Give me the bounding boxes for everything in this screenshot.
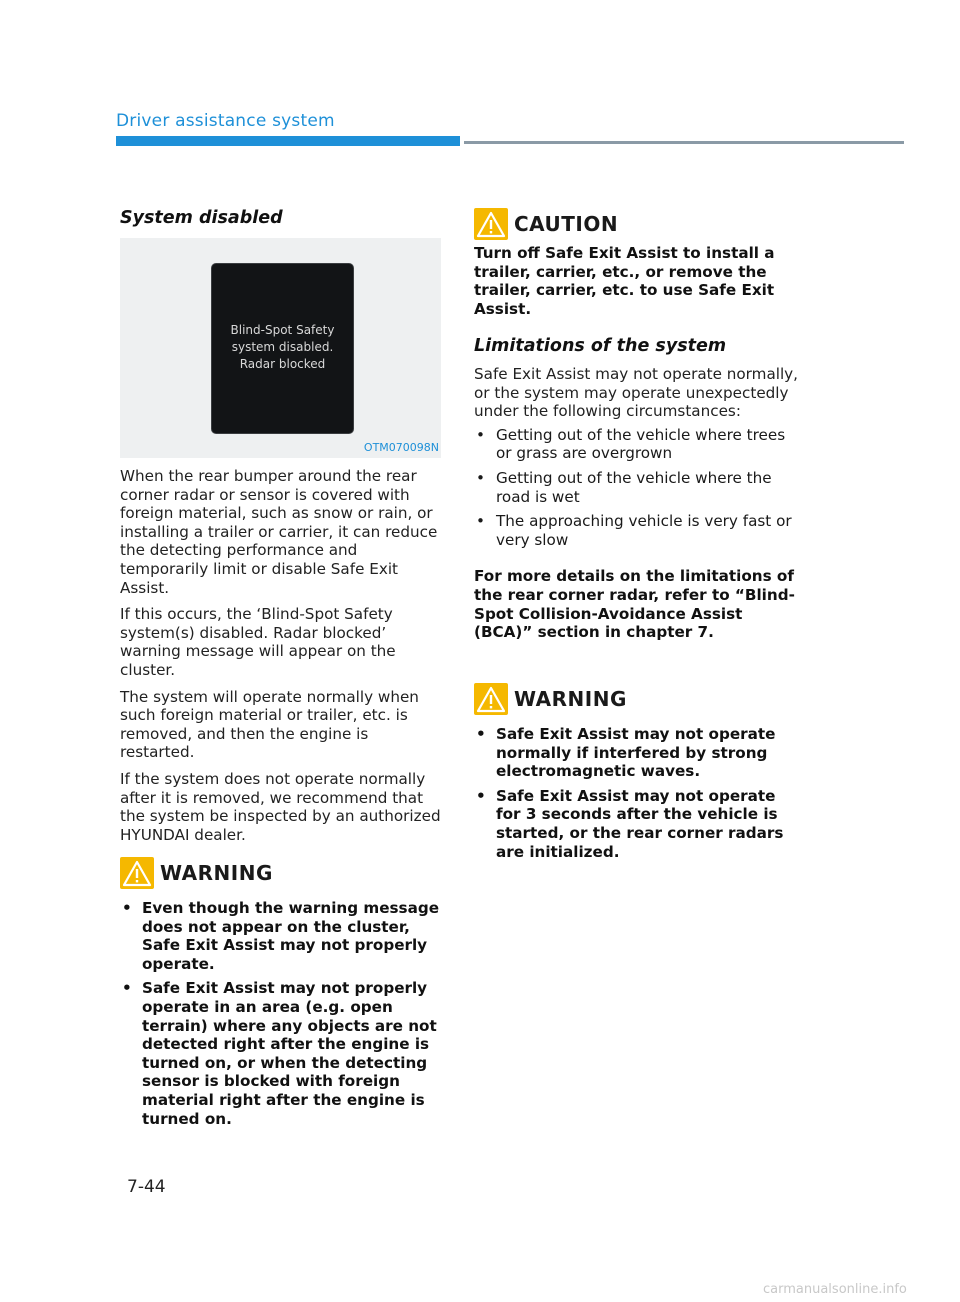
page-number: 7-44 bbox=[127, 1177, 166, 1197]
caution-title: CAUTION bbox=[514, 212, 619, 236]
figure-code: OTM070098N bbox=[363, 441, 439, 454]
paragraph: If this occurs, the ‘Blind-Spot Safety system(s) disabled. Radar blocked’ warning message will appear on the cluster. bbox=[120, 605, 396, 679]
display-line: Blind-Spot Safety bbox=[230, 323, 335, 337]
warning-title: WARNING bbox=[160, 861, 273, 885]
caution-header bbox=[474, 208, 804, 240]
limitations-note: For more details on the limitations of the rear corner radar, refer to “Blind-Spot Collision-Avoidance Assist (BCA)” section in chapter 7. bbox=[474, 567, 795, 642]
paragraph: The system will operate normally when such foreign material or trailer, etc. is removed, and then the engine is restarted. bbox=[120, 687, 419, 762]
paragraph: When the rear bumper around the rear corner radar or sensor is covered with foreign material, such as snow or rain, or installing a trailer or carrier, it can reduce the detecting performance and temporarily limit or disable Safe Exit Assist. bbox=[120, 467, 438, 597]
watermark: carmanualsonline.info bbox=[763, 1282, 907, 1297]
warning-box-right bbox=[474, 683, 804, 867]
section-heading-limitations: Limitations of the system bbox=[474, 336, 727, 356]
caution-text: Turn off Safe Exit Assist to install a trailer, carrier, etc., or remove the trailer, carrier, etc. to use Safe Exit Assist. bbox=[474, 244, 775, 318]
limitations-intro: Safe Exit Assist may not operate normally, or the system may operate unexpectedly under the following circumstances: bbox=[474, 365, 799, 421]
list-item: • Safe Exit Assist may not operate normally if interfered by strong electromagnetic waves. bbox=[474, 725, 804, 781]
limitations-list bbox=[474, 426, 804, 550]
left-text-block bbox=[120, 467, 442, 852]
caution-triangle-icon bbox=[474, 208, 508, 240]
list-item: • Getting out of the vehicle where trees or grass are overgrown bbox=[474, 426, 804, 463]
cluster-figure bbox=[120, 238, 441, 458]
cluster-display bbox=[211, 263, 354, 434]
page-header-title: Driver assistance system bbox=[116, 111, 335, 131]
limitations-section bbox=[474, 336, 804, 642]
caution-box bbox=[474, 208, 804, 318]
list-item: • Safe Exit Assist may not properly operate in an area (e.g. open terrain) where any objects are not detected right after the engine is turned on, or when the detecting sensor is blocked with foreign material right after the engine is turned on. bbox=[120, 979, 442, 1128]
paragraph: If the system does not operate normally after it is removed, we recommend that the system be inspected by an authorized HYUNDAI dealer. bbox=[120, 769, 441, 844]
display-line: Radar blocked bbox=[239, 357, 326, 371]
header-rule bbox=[464, 141, 904, 144]
warning-list bbox=[474, 725, 804, 861]
list-item: • Getting out of the vehicle where the road is wet bbox=[474, 469, 804, 506]
warning-header bbox=[474, 683, 804, 715]
warning-triangle-icon bbox=[474, 683, 508, 715]
warning-list bbox=[120, 899, 442, 1128]
warning-triangle-icon bbox=[120, 857, 154, 889]
list-item: • Even though the warning message does not appear on the cluster, Safe Exit Assist may not properly operate. bbox=[120, 899, 442, 973]
warning-box-left bbox=[120, 857, 442, 1134]
list-item: • Safe Exit Assist may not operate for 3 seconds after the vehicle is started, or the rear corner radars are initialized. bbox=[474, 787, 804, 861]
warning-header bbox=[120, 857, 442, 889]
list-item: • The approaching vehicle is very fast or very slow bbox=[474, 512, 804, 549]
display-line: system disabled. bbox=[231, 340, 334, 354]
warning-title: WARNING bbox=[514, 687, 627, 711]
header-accent-bar bbox=[116, 136, 460, 146]
section-heading-system-disabled: System disabled bbox=[120, 208, 283, 228]
cluster-display-message bbox=[212, 322, 353, 373]
